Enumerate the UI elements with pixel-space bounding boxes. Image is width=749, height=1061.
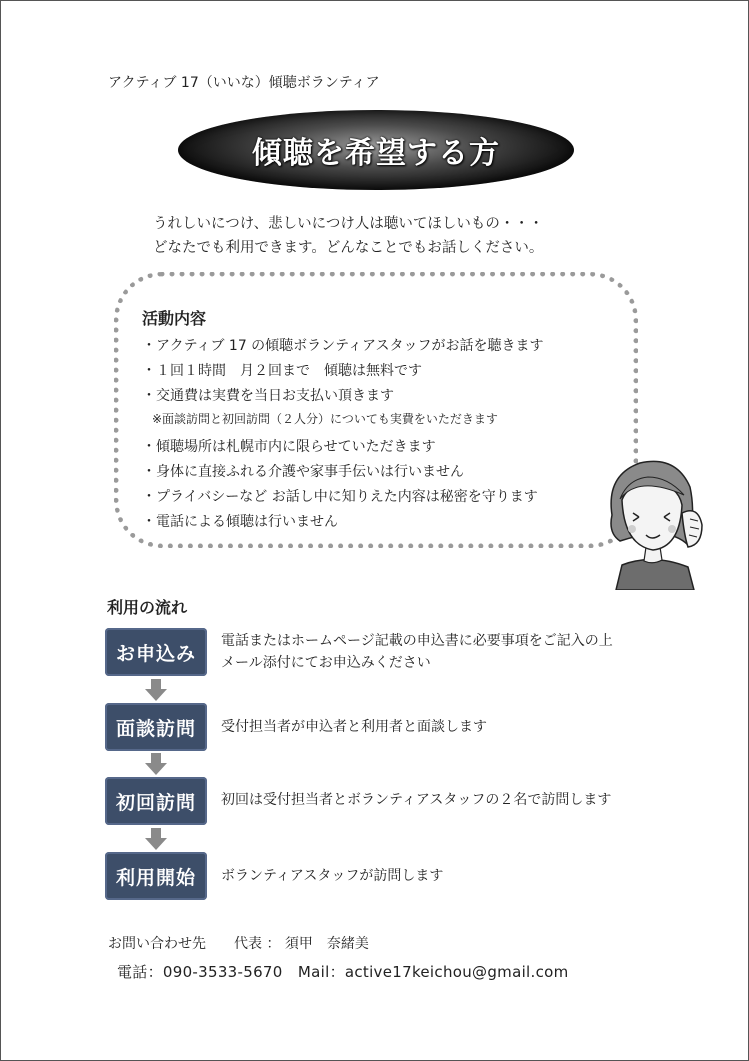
step-start-button: 利用開始 xyxy=(105,852,207,900)
flow-heading: 利用の流れ xyxy=(107,598,188,617)
step-start-description: ボランティアスタッフが訪問します xyxy=(221,868,444,884)
list-item: ・プライバシーなど お話し中に知りえた内容は秘密を守ります xyxy=(142,489,538,505)
down-arrow-icon xyxy=(145,753,167,775)
step-first-visit-description: 初回は受付担当者とボランティアスタッフの２名で訪問します xyxy=(221,792,612,808)
down-arrow-icon xyxy=(145,679,167,701)
step-interview-button: 面談訪問 xyxy=(105,703,207,751)
page-title: 傾聴を希望する方 xyxy=(252,136,500,171)
step-interview-description: 受付担当者が申込者と利用者と面談します xyxy=(221,719,487,735)
list-item: ・身体に直接ふれる介護や家事手伝いは行いません xyxy=(142,464,464,480)
step-desc-line: メール添付にてお申込みください xyxy=(221,655,431,671)
step-desc-line: 電話またはホームページ記載の申込書に必要事項をご記入の上 xyxy=(221,633,613,649)
step-apply-description xyxy=(221,630,613,674)
listening-woman-illustration xyxy=(598,455,708,590)
list-note: ※面談訪問と初回訪問（２人分）についても実費をいただきます xyxy=(152,412,498,426)
intro-text xyxy=(153,212,543,260)
activity-list xyxy=(142,334,544,535)
step-first-visit-button: 初回訪問 xyxy=(105,777,207,825)
step-apply-button: お申込み xyxy=(105,628,207,676)
list-item: ・交通費は実費を当日お支払い頂きます xyxy=(142,388,394,404)
title-banner xyxy=(178,110,574,190)
contact-person: お問い合わせ先 代表 ： 須甲 奈緒美 xyxy=(108,936,369,952)
contact-phone-mail: 電話：090-3533-5670 Mail：active17keichou@gmail.com xyxy=(117,963,569,981)
list-item: ・電話による傾聴は行いません xyxy=(142,514,338,530)
intro-line: どなたでも利用できます。どんなことでもお話しください。 xyxy=(153,240,544,256)
intro-line: うれしいにつけ、悲しいにつけ人は聴いてほしいもの・・・ xyxy=(153,216,544,232)
list-item: ・アクティブ 17 の傾聴ボランティアスタッフがお話を聴きます xyxy=(142,338,544,354)
down-arrow-icon xyxy=(145,828,167,850)
list-item: ・傾聴場所は札幌市内に限らせていただきます xyxy=(142,439,436,455)
organization-name: アクティブ 17（いいな）傾聴ボランティア xyxy=(108,75,380,91)
list-item: ・１回１時間 月２回まで 傾聴は無料です xyxy=(142,363,422,379)
activity-heading: 活動内容 xyxy=(142,309,207,328)
